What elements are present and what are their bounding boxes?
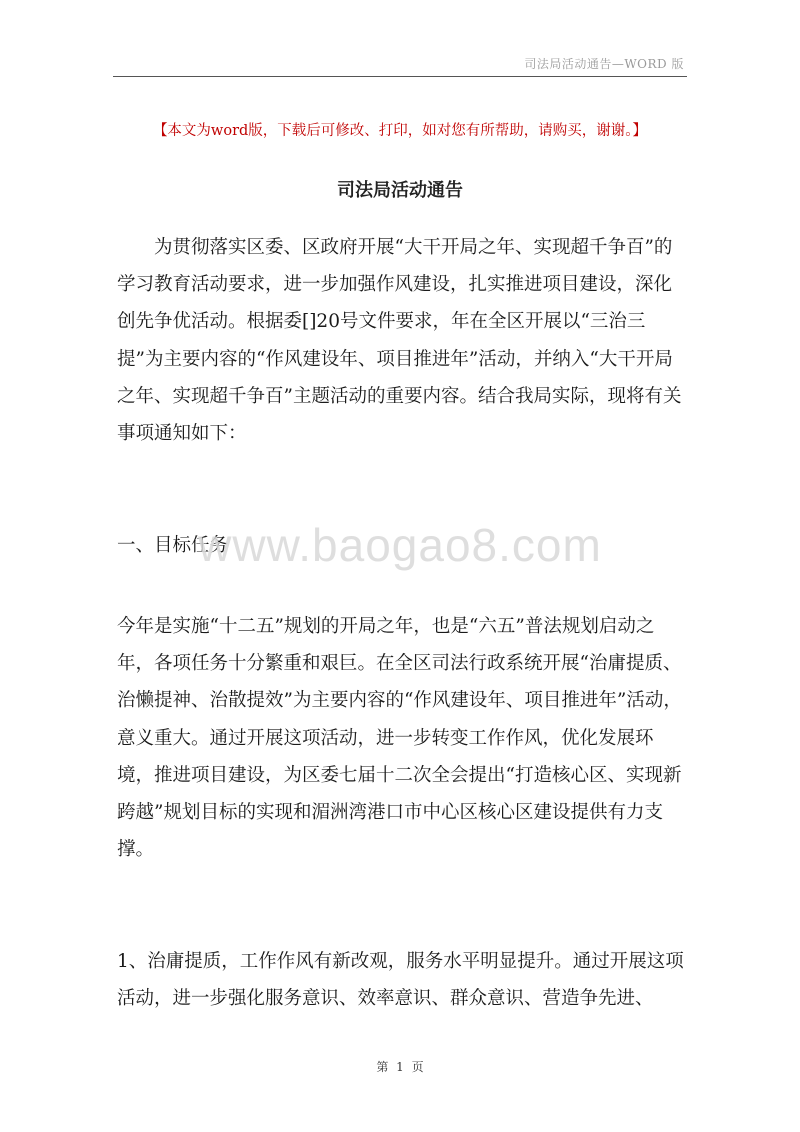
section-heading-goals: 一、目标任务 [117, 535, 229, 556]
paragraph-intro: 为贯彻落实区委、区政府开展“大干开局之年、实现超千争百”的学习教育活动要求，进一步加强作风建设，扎实推进项目建设，深化创先争优活动。根据委[]20号文件要求，年在全区开展以“三治三提”为主要内容的“作风建设年、项目推进年”活动，并纳入“大干开局之年、实现超千争百”主题活动的重要内容。结合我局实际，现将有关事项通知如下： [117, 237, 682, 445]
running-header-title: 司法局活动通告—WORD 版 [524, 57, 684, 71]
header-divider [113, 76, 687, 77]
paragraph-item-1: 1、治庸提质，工作作风有新改观，服务水平明显提升。通过开展这项活动，进一步强化服务意识、效率意识、群众意识、营造争先进、 [117, 951, 684, 1010]
download-notice: 【本文为word版，下载后可修改、打印，如对您有所帮助，请购买，谢谢。】 [152, 123, 648, 139]
watermark: www.baogao8.com [198, 519, 602, 571]
document-title: 司法局活动通告 [337, 180, 463, 201]
page-number: 第 1 页 [376, 1060, 424, 1074]
paragraph-background: 今年是实施“十二五”规划的开局之年，也是“六五”普法规划启动之年，各项任务十分繁重和艰巨。在全区司法行政系统开展“治庸提质、治懒提神、治散提效”为主要内容的“作风建设年、项目推进年”活动，意义重大。通过开展这项活动，进一步转变工作作风，优化发展环境，推进项目建设，为区委七届十二次全会提出“打造核心区、实现新跨越”规划目标的实现和湄洲湾港口市中心区核心区建设提供有力支撑。 [117, 616, 682, 861]
